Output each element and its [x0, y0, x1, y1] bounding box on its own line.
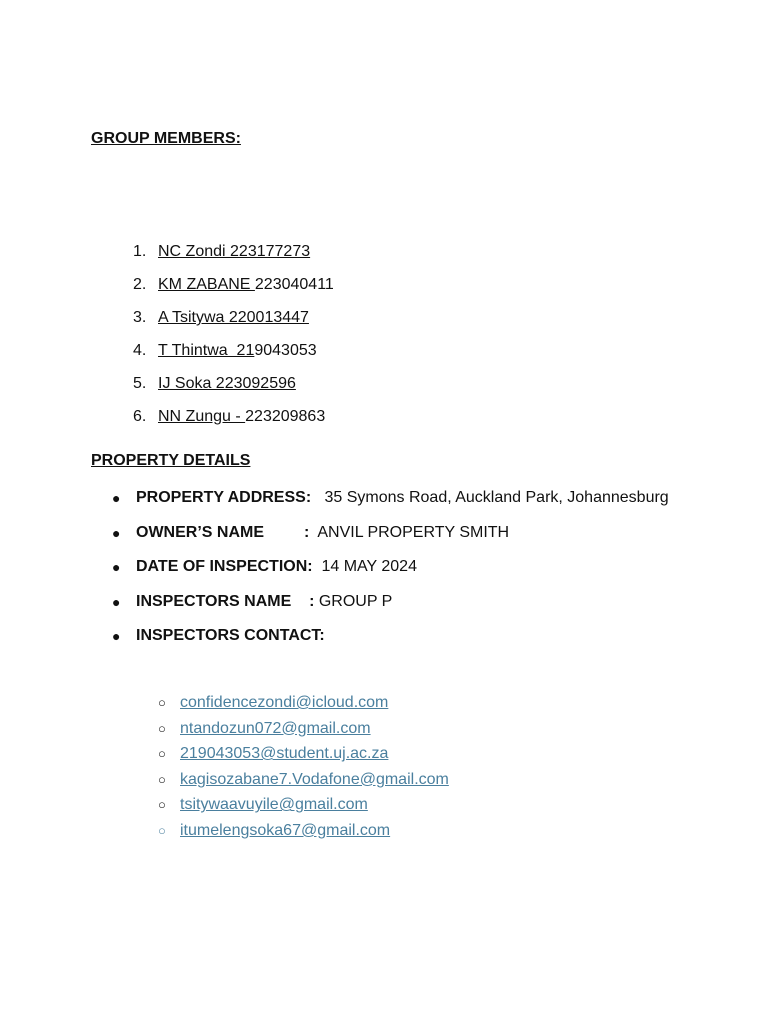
list-number: 6.	[133, 408, 147, 425]
bullet-icon: ●	[112, 559, 121, 575]
member-name: A Tsitywa 220013447	[158, 309, 309, 326]
list-item	[158, 794, 449, 820]
detail-label: DATE OF INSPECTION:	[136, 558, 313, 575]
contact-email-link[interactable]: 219043053@student.uj.ac.za	[180, 745, 389, 763]
owner-name-value: ANVIL PROPERTY SMITH	[317, 523, 510, 541]
bullet-icon: ●	[112, 593, 121, 610]
circle-bullet-icon: ○	[158, 720, 166, 736]
inspectors-name-value: GROUP P	[318, 592, 393, 610]
list-number: 5.	[133, 375, 147, 392]
member-name: NC Zondi 223177273	[158, 243, 311, 260]
inspection-date-value: 14 MAY 2024	[321, 558, 417, 575]
list-item	[158, 692, 449, 718]
contact-email-link[interactable]: itumelengsoka67@gmail.com	[180, 821, 391, 839]
property-details-heading: PROPERTY DETAILS	[91, 452, 251, 469]
circle-bullet-icon: ○	[158, 746, 166, 762]
list-item	[112, 591, 669, 626]
circle-bullet-icon: ○	[158, 797, 166, 813]
circle-bullet-icon: ○	[158, 771, 166, 787]
list-item	[158, 820, 449, 846]
list-item	[158, 769, 449, 795]
property-address-value: 35 Symons Road, Auckland Park, Johannesburg	[324, 489, 669, 506]
member-id: 223209863	[245, 408, 326, 425]
detail-label: INSPECTORS CONTACT:	[136, 627, 325, 644]
member-id: 223040411	[254, 276, 334, 293]
list-item	[112, 487, 669, 522]
bullet-icon: ●	[112, 490, 121, 506]
list-item	[158, 743, 449, 769]
circle-bullet-icon: ○	[158, 695, 166, 710]
contact-email-link[interactable]: confidencezondi@icloud.com	[180, 694, 389, 711]
list-item	[133, 407, 334, 440]
group-members-list	[133, 242, 334, 440]
member-name: IJ Soka 223092596	[158, 375, 296, 392]
property-details-list	[112, 487, 669, 660]
list-item	[158, 718, 449, 744]
group-members-heading: GROUP MEMBERS:	[91, 130, 241, 147]
list-number: 1.	[133, 243, 147, 260]
list-item	[133, 275, 334, 308]
list-item	[133, 341, 334, 374]
list-item	[112, 556, 669, 591]
list-item	[133, 242, 334, 275]
list-item	[112, 522, 669, 557]
circle-bullet-icon: ○	[158, 822, 166, 838]
bullet-icon: ●	[112, 628, 121, 644]
list-number: 3.	[133, 309, 147, 326]
contact-email-link[interactable]: tsitywaavuyile@gmail.com	[180, 796, 368, 814]
contact-email-link[interactable]: kagisozabane7.Vodafone@gmail.com	[180, 770, 449, 788]
bullet-icon: ●	[112, 524, 121, 541]
member-id: 9043053	[254, 342, 317, 359]
list-item	[112, 625, 669, 660]
member-name: NN Zungu -	[158, 408, 246, 425]
member-name: T Thintwa 21	[158, 342, 255, 359]
list-number: 4.	[133, 342, 147, 359]
list-item	[133, 374, 334, 407]
detail-label: INSPECTORS NAME :	[136, 592, 315, 610]
list-item	[133, 308, 334, 341]
contact-email-link[interactable]: ntandozun072@gmail.com	[180, 719, 371, 737]
member-name: KM ZABANE	[158, 276, 255, 293]
inspector-contacts-list	[158, 692, 449, 846]
detail-gap	[311, 489, 324, 506]
list-number: 2.	[133, 276, 147, 293]
detail-label: PROPERTY ADDRESS:	[136, 489, 312, 506]
detail-label: OWNER’S NAME :	[136, 523, 310, 541]
